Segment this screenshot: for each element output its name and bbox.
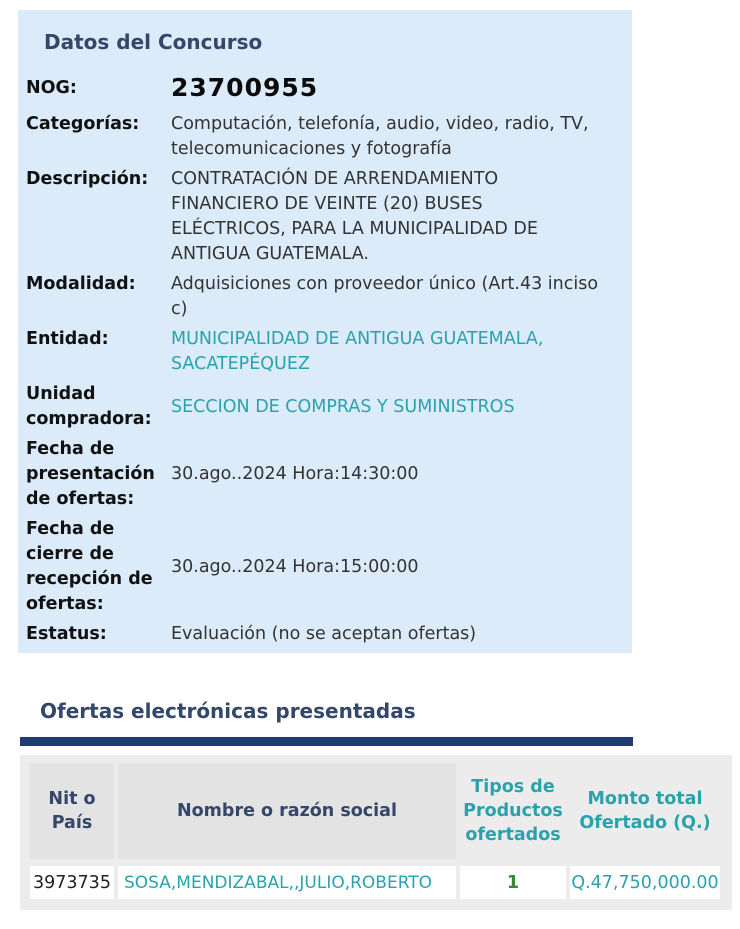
descripcion-value: CONTRATACIÓN DE ARRENDAMIENTO FINANCIERO DE VEINTE (20) BUSES ELÉCTRICOS, PARA LA MUNICIPALIDAD DE ANTIGUA GUATEMALA. [171, 169, 538, 264]
row-monto: Q.47,750,000.00 [570, 866, 720, 899]
row-nombre-link[interactable]: SOSA,MENDIZABAL,,JULIO,ROBERTO [118, 866, 456, 899]
header-nit: Nit o País [30, 763, 114, 859]
estatus-label: Estatus: [26, 624, 107, 644]
datos-concurso-panel [18, 10, 632, 653]
nog-label: NOG: [26, 78, 77, 98]
fecha-cierre-value: 30.ago..2024 Hora:15:00:00 [171, 557, 419, 577]
categorias-label: Categorías: [26, 114, 140, 134]
modalidad-label: Modalidad: [26, 274, 136, 294]
unidad-link[interactable]: SECCION DE COMPRAS Y SUMINISTROS [171, 397, 515, 417]
fecha-cierre-label: Fecha de cierre de recepción de ofertas: [26, 519, 153, 614]
entidad-link[interactable]: MUNICIPALIDAD DE ANTIGUA GUATEMALA, SACATEPÉQUEZ [171, 329, 544, 374]
fecha-presentacion-value: 30.ago..2024 Hora:14:30:00 [171, 464, 419, 484]
header-nombre: Nombre o razón social [118, 763, 456, 859]
estatus-value: Evaluación (no se aceptan ofertas) [171, 624, 477, 644]
nog-value: 23700955 [171, 73, 319, 102]
header-tipos[interactable]: Tipos de Productos ofertados [460, 763, 566, 859]
ofertas-title: Ofertas electrónicas presentadas [40, 699, 416, 723]
panel-title: Datos del Concurso [44, 30, 263, 54]
fecha-presentacion-label: Fecha de presentación de ofertas: [26, 439, 155, 509]
categorias-value: Computación, telefonía, audio, video, radio, TV, telecomunicaciones y fotografía [171, 114, 589, 159]
modalidad-value: Adquisiciones con proveedor único (Art.43 inciso c) [171, 274, 599, 319]
descripcion-label: Descripción: [26, 169, 149, 189]
entidad-label: Entidad: [26, 329, 109, 349]
row-tipos-count[interactable]: 1 [460, 866, 566, 899]
unidad-label: Unidad compradora: [26, 384, 152, 429]
section-divider-bar [20, 737, 633, 746]
header-monto[interactable]: Monto total Ofertado (Q.) [570, 763, 720, 859]
row-nit: 3973735 [30, 866, 114, 899]
